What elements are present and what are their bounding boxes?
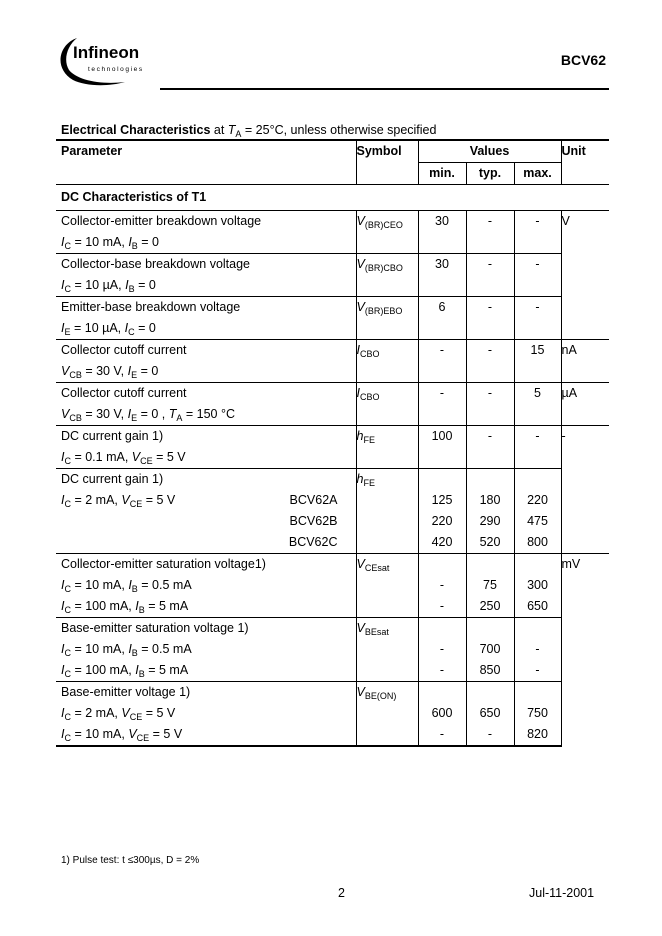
table-row [56,426,609,469]
table-row [56,211,609,254]
value-max: 220 [527,493,548,507]
symbol: $V_{CEsat}$ [356,557,390,573]
col-parameter: Parameter [61,144,123,158]
title-ta: T [227,123,236,137]
param-cond: $I_C = 0.1$ mA, $V_{CE} = 5$ V [61,450,186,466]
value-max: 15 [530,343,545,357]
table-row [56,297,609,340]
value-min: 100 [431,429,453,443]
electrical-characteristics-table [56,139,609,747]
param-cond: $I_C = 2$ mA, $V_{CE} = 5$ V BCV62A [61,490,356,511]
value-max: - [535,642,540,656]
param-cond: $I_C = 10$ mA, $I_B = 0$ [61,235,160,251]
value-max: 820 [527,727,548,741]
col-min: min. [429,166,455,180]
value-max: - [535,300,540,314]
value-max: 5 [534,386,541,400]
footnote: 1) Pulse test: t ≤300µs, D = 2% [61,855,200,866]
title-ta-sub: A [235,129,242,139]
table-row [56,554,609,618]
value-typ: 290 [479,514,501,528]
value-max: 475 [527,514,548,528]
value-max: - [535,214,540,228]
value-typ: 850 [479,663,501,677]
param-name: DC current gain 1) [61,472,164,486]
variant-part: BCV62B [289,514,338,528]
value-typ: 650 [479,706,501,720]
symbol: $I_{CBO}$ [356,386,380,402]
col-max: max. [523,166,552,180]
param-name: Collector-emitter breakdown voltage [61,214,262,228]
title-pre: at [210,123,228,137]
param-cond: $V_{CB} = 30$ V, $I_E = 0$ , $T_A = 150$ °C [61,407,236,423]
value-min: - [439,343,445,357]
table-title [61,123,436,139]
unit: nA [561,343,577,357]
variant-part: BCV62A [289,493,338,507]
section-title: DC Characteristics of T1 [61,190,207,204]
symbol: $V_{BE(ON)}$ [356,685,397,701]
symbol: $h_{FE}$ [356,472,375,488]
param-cond: $I_E = 10$ µA, $I_C = 0$ [61,321,156,337]
param-cond: $I_C = 100$ mA, $I_B = 5$ mA [61,599,189,615]
value-typ: 700 [479,642,501,656]
value-min: 125 [431,493,453,507]
value-min: 30 [435,257,449,271]
col-symbol: Symbol [356,144,402,158]
symbol: $h_{FE}$ [356,429,375,445]
value-min: - [439,663,445,677]
table-row [56,254,609,297]
value-max: 300 [527,578,548,592]
value-typ: - [487,257,493,271]
symbol: $V_{BEsat}$ [356,621,389,637]
value-max: - [535,257,540,271]
header-rule [160,88,609,90]
symbol: $V_{(BR)EBO}$ [356,300,403,316]
col-values: Values [469,144,510,158]
value-max: 800 [527,535,548,549]
value-min: - [439,386,445,400]
value-typ: - [487,214,493,228]
value-typ: - [487,343,493,357]
page-number: 2 [338,886,345,900]
param-name: Base-emitter saturation voltage 1) [61,621,249,635]
unit: µA [561,386,578,400]
param-cond: $I_C = 100$ mA, $I_B = 5$ mA [61,663,189,679]
unit: mV [561,557,581,571]
value-typ: - [487,386,493,400]
logo-brand-text: Infineon [73,43,140,62]
param-cond: $V_{CB} = 30$ V, $I_E = 0$ [61,364,159,380]
param-cond: $I_C = 10$ mA, $I_B = 0.5$ mA [61,578,192,594]
value-min: - [439,578,445,592]
value-typ: 250 [479,599,501,613]
table-row [56,682,609,747]
value-min: 30 [435,214,449,228]
symbol: $V_{(BR)CEO}$ [356,214,403,230]
document-date: Jul-11-2001 [529,886,595,900]
title-post: = 25°C, unless otherwise specified [241,123,437,137]
value-min: 220 [431,514,453,528]
table-row [56,469,609,554]
col-typ: typ. [478,166,502,180]
value-typ: - [487,429,493,443]
param-name: Base-emitter voltage 1) [61,685,191,699]
value-max: - [535,429,540,443]
value-typ: 520 [479,535,501,549]
header-row [56,140,609,163]
value-min: - [439,599,445,613]
param-name: Collector cutoff current [61,386,187,400]
value-typ: - [487,727,493,741]
symbol: $I_{CBO}$ [356,343,380,359]
symbol: $V_{(BR)CBO}$ [356,257,403,273]
param-cond: $I_C = 10$ µA, $I_B = 0$ [61,278,156,294]
value-min: 600 [431,706,453,720]
infineon-logo [55,30,165,90]
param-name: Collector-emitter saturation voltage1) [61,557,266,571]
table-row [56,618,609,682]
value-typ: 75 [483,578,497,592]
variant-part: BCV62C [288,535,338,549]
col-unit: Unit [561,144,586,158]
value-min: 420 [431,535,453,549]
param-cond: $I_C = 10$ mA, $V_{CE} = 5$ V [61,727,183,743]
logo-brand-sub-text: technologies [88,66,144,73]
param-cond: $I_C = 10$ mA, $I_B = 0.5$ mA [61,642,192,658]
value-min: - [439,727,445,741]
table-row [56,340,609,383]
value-typ: 180 [479,493,501,507]
table-row [56,383,609,426]
infineon-logo-swoosh [55,30,165,90]
param-cond: $I_C = 2$ mA, $V_{CE} = 5$ V [61,706,176,722]
value-min: 6 [438,300,446,314]
param-name: Emitter-base breakdown voltage [61,300,241,314]
part-number: BCV62 [560,52,606,68]
value-typ: - [487,300,493,314]
value-max: - [535,663,540,677]
value-min: - [439,642,445,656]
unit: - [561,429,566,443]
param-name: DC current gain 1) [61,429,164,443]
param-name: Collector cutoff current [61,343,187,357]
value-max: 650 [527,599,548,613]
section-row [56,185,609,211]
value-max: 750 [527,706,548,720]
unit: V [561,214,570,228]
param-name: Collector-base breakdown voltage [61,257,250,271]
title-bold: Electrical Characteristics [61,123,211,137]
